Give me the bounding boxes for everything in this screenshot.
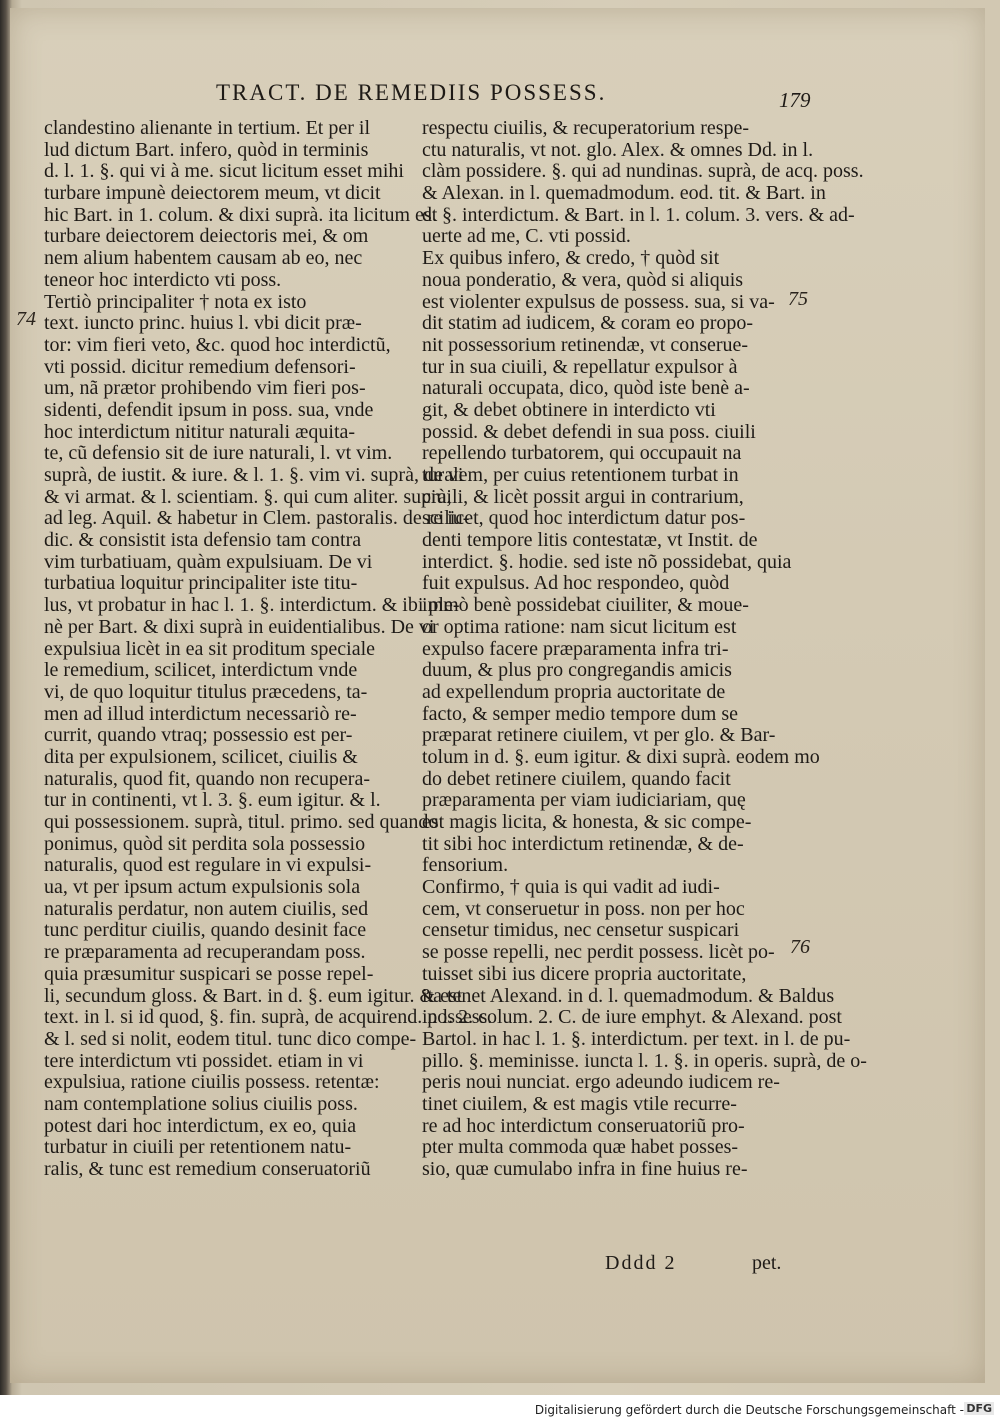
text-line: tor: vim fieri veto, &c. quod hoc interdictũ,	[44, 333, 391, 356]
text-line: tunc perditur ciuilis, quando desinit face	[44, 919, 367, 942]
text-line: se posse repelli, nec perdit possess. licèt po-	[422, 941, 775, 964]
text-line: expulsiua licèt in ea sit proditum speciale	[44, 637, 376, 660]
text-line: tere interdictum vti possidet. etiam in vi	[44, 1049, 364, 1072]
running-head: TRACT. DE REMEDIIS POSSESS.	[216, 80, 607, 105]
text-line: dic. & consistit ista defensio tam contra	[44, 529, 362, 552]
text-line: noua ponderatio, & vera, quòd si aliquis	[422, 268, 744, 291]
text-line: scilicet, quod hoc interdictum datur pos-	[422, 507, 746, 530]
text-line: interdict. §. hodie. sed iste nõ possidebat, quia	[422, 550, 792, 573]
catchword: pet.	[752, 1252, 782, 1274]
text-line: fuit expulsus. Ad hoc respondeo, quòd	[422, 572, 730, 595]
text-line: text. iuncto princ. huius l. vbi dicit præ-	[44, 312, 362, 335]
text-line: quia præsumitur suspicari se posse repel-	[44, 962, 374, 985]
text-line: tuisset sibi ius dicere propria auctoritate,	[422, 962, 747, 985]
text-line: possid. & debet defendi in sua poss. ciuili	[422, 420, 756, 443]
text-line: naturalis, quod est regulare in vi expulsi-	[44, 854, 372, 877]
text-line: naturalis, quod fit, quando non recupera-	[44, 767, 371, 790]
text-line: nem alium habentem causam ab eo, nec	[44, 247, 363, 270]
text-line: um, nã prætor prohibendo vim fieri pos-	[44, 377, 366, 400]
text-line: tur in sua ciuili, & repellatur expulsor à	[422, 355, 738, 378]
margin-note-76: 76	[790, 936, 810, 958]
text-line: præparamenta per viam iudiciariam, quę	[422, 789, 746, 812]
text-line: d. §. interdictum. & Bart. in l. 1. colum. 3. vers. & ad-	[422, 203, 855, 226]
text-line: naturali occupata, dico, quòd iste benè a-	[422, 377, 750, 400]
text-line: re præparamenta ad recuperandam poss.	[44, 941, 366, 964]
text-line: respectu ciuilis, & recuperatorium respe-	[422, 117, 750, 139]
text-line: tolum in d. §. eum igitur. & dixi suprà. eodem mo	[422, 745, 820, 768]
text-line: qui possessionem. suprà, titul. primo. sed quando	[44, 811, 439, 833]
text-line: ad leg. Aquil. & habetur in Clem. pastoralis. de re iu-	[44, 507, 470, 530]
text-line: nè per Bart. & dixi suprà in euidentialibus. De vi	[44, 615, 435, 638]
text-line: clandestino alienante in tertium. Et per il	[44, 117, 371, 139]
text-line: Bartol. in hac l. 1. §. interdictum. per text. in l. de pu-	[422, 1027, 851, 1050]
text-line: duum, & plus pro congregandis amicis	[422, 659, 732, 682]
text-line: vim turbatiuam, quàm expulsiuam. De vi	[44, 550, 373, 573]
text-line: & Alexan. in l. quemadmodum. eod. tit. & Bart. in	[422, 182, 826, 205]
text-line: ctu naturalis, vt not. glo. Alex. & omnes Dd. in l.	[422, 138, 814, 161]
text-line: or optima ratione: nam sicut licitum est	[422, 615, 737, 638]
text-line: Ex quibus infero, & credo, † quòd sit	[422, 247, 720, 270]
text-line: nit possessorium retinendæ, vt conserue-	[422, 333, 749, 356]
text-line: hic Bart. in 1. colum. & dixi suprà. ita licitum est	[44, 203, 438, 226]
text-line: facto, & semper medio tempore dum se	[422, 702, 739, 725]
text-line: men ad illud interdictum necessariò re-	[44, 702, 357, 725]
text-line: turbatiua loquitur principaliter iste titu-	[44, 572, 358, 595]
text-line: est magis licita, & honesta, & sic compe-	[422, 811, 752, 833]
text-line: teneor hoc interdicto vti poss.	[44, 268, 282, 291]
text-line: potest dari hoc interdictum, ex eo, quia	[44, 1114, 357, 1137]
text-line: in l. 2. colum. 2. C. de iure emphyt. & Alexand. post	[422, 1006, 842, 1029]
text-line: re ad hoc interdictum conseruatoriũ pro-	[422, 1114, 745, 1137]
text-line: est violenter expulsus de possess. sua, si va-	[422, 290, 775, 313]
text-line: ad expellendum propria auctoritate de	[422, 680, 726, 703]
text-line: denti tempore litis contestatæ, vt Instit. de	[422, 529, 758, 552]
text-line: git, & debet obtinere in interdicto vti	[422, 398, 716, 421]
text-line: nam contemplatione solius ciuilis poss.	[44, 1092, 358, 1115]
text-line: repellendo turbatorem, qui occupauit na	[422, 442, 742, 465]
text-line: sidenti, defendit ipsum in poss. sua, vnde	[44, 398, 374, 421]
dfg-logo: DFG	[966, 1402, 992, 1415]
text-line: do debet retinere ciuilem, quando facit	[422, 767, 731, 790]
text-line: ua, vt per ipsum actum expulsionis sola	[44, 876, 361, 899]
text-line: turbare impunè deiectorem meum, vt dicit	[44, 182, 381, 205]
text-line: Tertiò principaliter † nota ex isto	[44, 290, 307, 313]
text-line: ralis, & tunc est remedium conseruatoriũ	[44, 1158, 371, 1180]
margin-note-75: 75	[788, 288, 808, 310]
left-column	[44, 117, 493, 1181]
text-line: d. l. 1. §. qui vi à me. sicut licitum esset mihi	[44, 160, 404, 183]
text-line: præparat retinere ciuilem, vt per glo. & Bar-	[422, 724, 776, 747]
text-line: currit, quando vtraq; possessio est per-	[44, 724, 353, 747]
text-line: censetur timidus, nec censetur suspicari	[422, 919, 740, 942]
text-line: Confirmo, † quia is qui vadit ad iudi-	[422, 876, 720, 899]
signature-mark: Dddd 2	[605, 1252, 677, 1274]
text-line: lus, vt probatur in hac l. 1. §. interdictum. & ibi ple-	[44, 594, 460, 617]
text-line: tit sibi hoc interdictum retinendæ, & de-	[422, 832, 744, 855]
text-line: naturalis perdatur, non autem ciuilis, sed	[44, 897, 369, 920]
text-line: sio, quæ cumulabo infra in fine huius re-	[422, 1158, 748, 1180]
digitization-credit: Digitalisierung gefördert durch die Deutsche Forschungsgemeinschaft -	[534, 1403, 964, 1417]
text-line: tinet ciuilem, & est magis vtile recurre-	[422, 1092, 737, 1115]
text-line: suprà, de iustit. & iure. & l. 1. §. vim vi. suprà, de vi	[44, 464, 464, 486]
text-line: ponimus, quòd sit perdita sola possessio	[44, 832, 366, 855]
text-line: cem, vt conseruetur in poss. non per hoc	[422, 897, 745, 920]
text-line: peris noui nunciat. ergo adeundo iudicem re-	[422, 1071, 780, 1094]
text-line: expulsiua, ratione ciuilis possess. retentæ:	[44, 1071, 380, 1094]
text-line: li, secundum gloss. & Bart. in d. §. eum igitur. & est	[44, 984, 463, 1007]
text-line: & l. sed si nolit, eodem titul. tunc dico compe-	[44, 1027, 417, 1050]
margin-note-74: 74	[16, 308, 36, 330]
text-line: ciuili, & licèt possit argui in contrarium,	[422, 485, 744, 508]
text-line: ita tenet Alexand. in d. l. quemadmodum. & Baldus	[422, 984, 835, 1007]
text-line: turalem, per cuius retentionem turbat in	[422, 464, 739, 486]
text-line: uerte ad me, C. vti possid.	[422, 225, 631, 248]
text-line: turbare deiectorem deiectoris mei, & om	[44, 225, 369, 248]
text-line: clàm possidere. §. qui ad nundinas. suprà, de acq. poss.	[422, 160, 864, 183]
text-line: expulso facere præparamenta infra tri-	[422, 637, 729, 660]
text-line: immò benè possidebat ciuiliter, & moue-	[422, 594, 749, 617]
text-line: dit statim ad iudicem, & coram eo propo-	[422, 312, 754, 335]
text-line: te, cũ defensio sit de iure naturali, l. vt vim.	[44, 442, 393, 465]
text-line: turbatur in ciuili per retentionem natu-	[44, 1136, 352, 1159]
text-line: & vi armat. & l. scientiam. §. qui cum aliter. suprà,	[44, 485, 452, 508]
text-line: dita per expulsionem, scilicet, ciuilis &	[44, 745, 358, 768]
text-line: hoc interdictum nititur naturali æquita-	[44, 420, 356, 443]
page-number: 179	[779, 88, 811, 112]
text-line: vi, de quo loquitur titulus præcedens, ta-	[44, 680, 368, 703]
text-line: tur in continenti, vt l. 3. §. eum igitur. & l.	[44, 789, 381, 812]
text-line: pillo. §. meminisse. iuncta l. 1. §. in operis. suprà, de o-	[422, 1049, 867, 1072]
text-line: pter multa commoda quæ habet posses-	[422, 1136, 739, 1159]
text-line: text. in l. si id quod, §. fin. suprà, de acquirend. possess.	[44, 1006, 493, 1029]
text-line: vti possid. dicitur remedium defensori-	[44, 355, 356, 378]
text-line: le remedium, scilicet, interdictum vnde	[44, 659, 358, 682]
text-line: lud dictum Bart. infero, quòd in terminis	[44, 138, 369, 161]
text-line: fensorium.	[422, 854, 509, 877]
